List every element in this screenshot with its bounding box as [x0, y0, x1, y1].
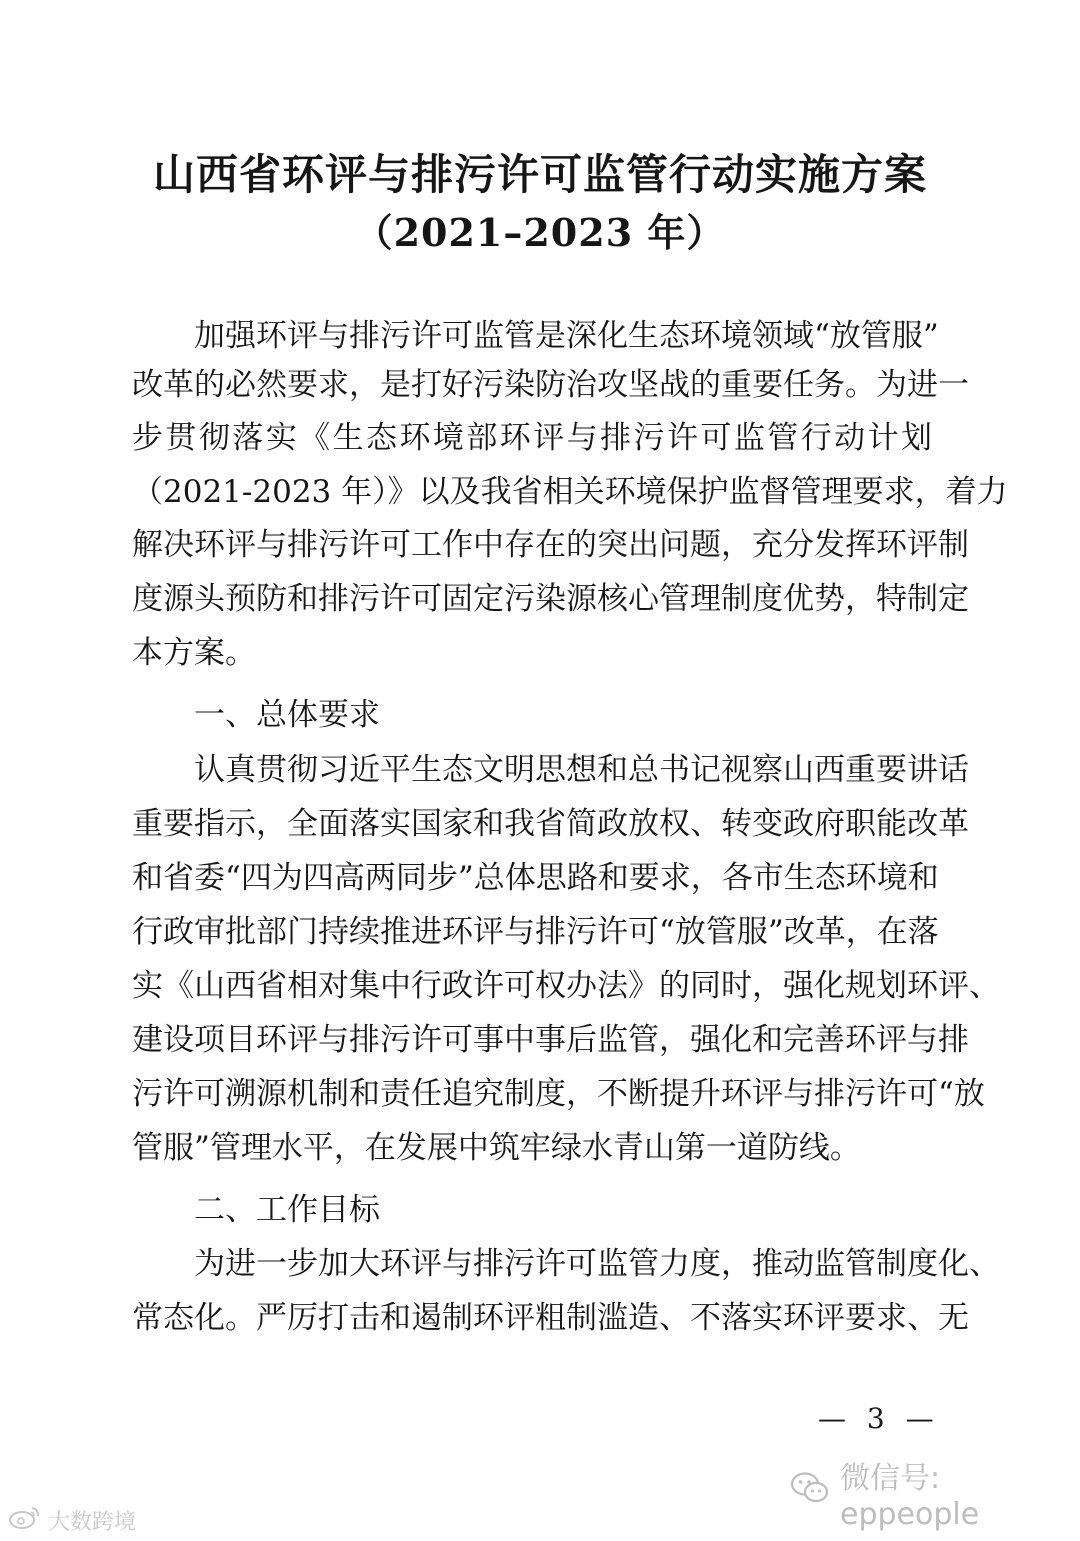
- paragraph-line: 步贯彻落实《生态环境部环评与排污许可监管行动计划: [132, 420, 932, 456]
- paragraph-line: 度源头预防和排污许可固定污染源核心管理制度优势，特制定: [132, 581, 969, 617]
- paragraph-line: 改革的必然要求，是打好污染防治攻坚战的重要任务。为进一: [132, 367, 969, 403]
- paragraph-line: 重要指示，全面落实国家和我省简政放权、转变政府职能改革: [132, 806, 969, 842]
- wechat-watermark: [790, 1460, 1080, 1532]
- paragraph-line: 加强环评与排污许可监管是深化生态环境领域“放管服”: [194, 318, 939, 354]
- paragraph-line: 认真贯彻习近平生态文明思想和总书记视察山西重要讲话: [194, 752, 969, 788]
- paragraph-line: （2021-2023 年）》以及我省相关环境保护监督管理要求，着力: [132, 474, 1008, 510]
- paragraph-line: 行政审批部门持续推进环评与排污许可“放管服”改革，在落: [132, 914, 939, 950]
- paragraph-line: 建设项目环评与排污许可事中事后监管，强化和完善环评与排: [132, 1022, 969, 1058]
- paragraph-line: 为进一步加大环评与排污许可监管力度，推动监管制度化、: [194, 1246, 1000, 1282]
- paragraph-line: 实《山西省相对集中行政许可权办法》的同时，强化规划环评、: [132, 968, 1000, 1004]
- paragraph-line: 本方案。: [132, 635, 256, 671]
- paragraph-line: 解决环评与排污许可工作中存在的突出问题，充分发挥环评制: [132, 527, 969, 563]
- site-watermark: [8, 1505, 136, 1535]
- wechat-icon: [790, 1471, 830, 1513]
- document-subtitle: （2021–2023 年）: [354, 210, 726, 255]
- paragraph-line: 和省委“四为四高两同步”总体思路和要求，各市生态环境和: [132, 860, 939, 896]
- section-heading: 二、工作目标: [194, 1192, 380, 1228]
- section-heading: 一、总体要求: [194, 697, 380, 733]
- paragraph-line: 管服”管理水平，在发展中筑牢绿水青山第一道防线。: [132, 1130, 861, 1166]
- page-number: — 3 —: [818, 1402, 940, 1435]
- paragraph-line: 常态化。严厉打击和遏制环评粗制滥造、不落实环评要求、无: [132, 1300, 969, 1336]
- document-title: 山西省环评与排污许可监管行动实施方案: [152, 150, 927, 199]
- weibo-icon: [8, 1504, 42, 1536]
- paragraph-line: 污许可溯源机制和责任追究制度，不断提升环评与排污许可“放: [132, 1076, 985, 1112]
- wechat-id-text: 微信号: eppeople: [840, 1460, 980, 1532]
- site-name-text: 大数跨境: [48, 1509, 137, 1535]
